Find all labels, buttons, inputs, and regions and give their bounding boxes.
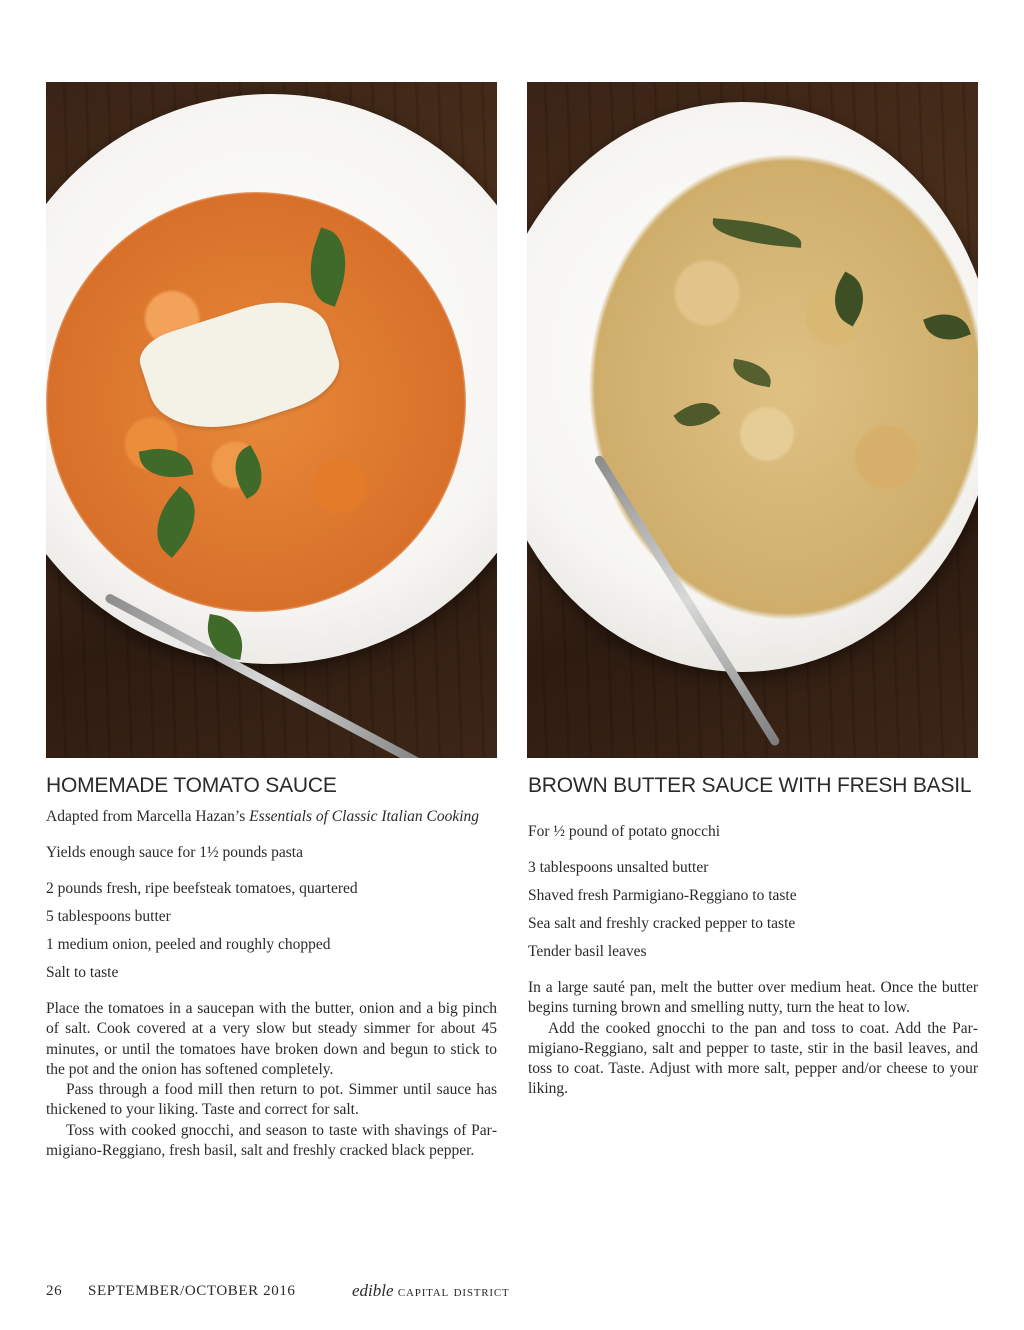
ingredient-item: 1 medium onion, peeled and roughly chopped (46, 936, 331, 953)
recipe-source (46, 808, 479, 826)
ingredient-item: Sea salt and freshly cracked pepper to taste (528, 915, 796, 932)
ingredient-item: Shaved fresh Parmigiano-Reggiano to taste (528, 887, 797, 904)
brand-script: edible (352, 1281, 394, 1300)
magazine-brand (352, 1281, 510, 1301)
recipe-title-tomato-sauce: HOMEMADE TOMATO SAUCE (46, 774, 337, 797)
brand-caps: capital district (397, 1284, 510, 1300)
brown-butter-gnocchi-photo (527, 82, 978, 758)
recipe-instructions (46, 999, 497, 1161)
recipe-yield: Yields enough sauce for 1½ pounds pasta (46, 844, 303, 861)
instruction-step: Add the cooked gnocchi to the pan and toss to coat. Add the Parmigiano-Reggiano, salt and pepper to taste, stir in the basil leaves, and toss to coat. Taste. Adjust with more salt, pepper and/or cheese to your liking. (528, 1019, 978, 1098)
recipe-title-brown-butter: BROWN BUTTER SAUCE WITH FRESH BASIL (528, 774, 972, 797)
instruction-step: Toss with cooked gnocchi, and season to taste with shavings of Parmigiano-Reggiano, fresh basil, salt and freshly cracked black pepper. (46, 1121, 497, 1160)
recipe-instructions (528, 978, 978, 1100)
ingredient-item: 3 tablespoons unsalted butter (528, 859, 709, 876)
page-number: 26 (46, 1283, 63, 1299)
instruction-step: Pass through a food mill then return to pot. Simmer until sauce has thickened to your liking. Taste and correct for salt. (46, 1081, 497, 1119)
instruction-step: In a large sauté pan, melt the butter over medium heat. Once the butter begins turning brown and smelling nutty, turn the heat to low. (528, 979, 978, 1017)
instruction-step: Place the tomatoes in a saucepan with the butter, onion and a big pinch of salt. Cook covered at a very slow but steady simmer for about 45 minutes, or until the tomatoes have broken down and begun to stick to the pot and the onion has softened completely. (46, 1000, 497, 1078)
gnocchi-in-brown-butter (587, 152, 978, 622)
ingredient-item: Salt to taste (46, 964, 119, 981)
tomato-sauce-gnocchi-photo (46, 82, 497, 758)
source-prefix: Adapted from Marcella Hazan’s (46, 808, 250, 825)
ingredient-item: 5 tablespoons butter (46, 908, 171, 925)
issue-date: SEPTEMBER/OCTOBER 2016 (88, 1283, 296, 1299)
recipe-yield: For ½ pound of potato gnocchi (528, 823, 721, 840)
ingredient-item: Tender basil leaves (528, 943, 647, 960)
ingredient-item: 2 pounds fresh, ripe beefsteak tomatoes, quartered (46, 880, 358, 897)
source-book-title: Essentials of Classic Italian Cooking (249, 808, 480, 825)
